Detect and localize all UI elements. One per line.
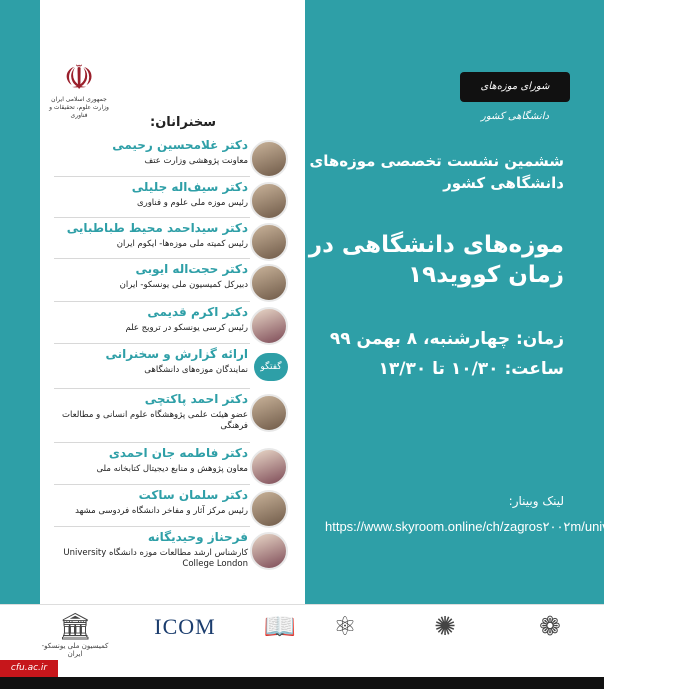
science-museum-logo <box>320 612 370 660</box>
atom-icon: ⚛ <box>333 612 357 642</box>
rosette-logo <box>420 612 470 660</box>
icom-logo <box>140 612 230 660</box>
speaker-name: دکتر فاطمه جان احمدی <box>108 446 248 460</box>
speaker-name: دکتر سلمان ساکت <box>138 488 248 502</box>
divider <box>54 301 250 302</box>
speaker-role: معاون پژوهش و منابع دیجیتال کتابخانه ملی <box>96 464 248 474</box>
divider <box>54 258 250 259</box>
unesco-temple-icon: 🏛 <box>58 612 92 642</box>
speaker-photo <box>250 532 288 570</box>
speaker-name: ارائه گزارش و سخنرانی <box>105 347 248 361</box>
speaker-role: رئیس مرکز آثار و مفاخر دانشگاه فردوسی مشهد <box>75 506 248 516</box>
speaker-photo <box>250 394 288 432</box>
speaker-role: معاونت پژوهشی وزارت عتف <box>144 156 248 166</box>
university-museum-logo <box>520 612 580 660</box>
speaker-name: دکتر سیف‌اله جلیلی <box>131 180 248 194</box>
webinar-link[interactable]: https://www.skyroom.online/ch/zagros۲۰۰۲m/universitymuseums <box>325 519 696 534</box>
speaker-item <box>48 180 292 220</box>
speaker-item <box>48 392 292 432</box>
speaker-photo <box>250 307 288 345</box>
divider <box>54 442 250 443</box>
national-library-logo <box>255 612 305 660</box>
ministry-line1: جمهوری اسلامی ایران <box>51 96 107 103</box>
council-calligraphy-logo: شورای موزه‌های دانشگاهی کشور <box>460 72 570 102</box>
iran-emblem-icon: ☫ <box>63 58 95 98</box>
ministry-line2: وزارت علوم، تحقیقات و فناوری <box>49 104 109 119</box>
site-badge[interactable]: cfu.ac.ir <box>0 660 58 677</box>
speaker-role: رئیس موزه ملی علوم و فناوری <box>136 198 248 208</box>
speaker-photo <box>250 490 288 528</box>
speaker-photo <box>250 140 288 178</box>
event-date: زمان: چهارشنبه، ۸ بهمن ۹۹ <box>329 329 564 349</box>
speaker-photo <box>250 448 288 486</box>
talk-badge: گفتگو <box>254 353 288 381</box>
event-time: ساعت: ۱۰/۳۰ تا ۱۳/۳۰ <box>378 359 564 379</box>
speaker-photo <box>250 182 288 220</box>
unesco-logo <box>40 612 110 660</box>
speaker-role: نمایندگان موزه‌های دانشگاهی <box>144 365 248 375</box>
divider <box>54 217 250 218</box>
speaker-name: دکتر احمد پاکتچی <box>144 392 248 406</box>
speaker-role: رئیس کمیته ملی موزه‌ها- ایکوم ایران <box>116 239 248 249</box>
speaker-role: دبیرکل کمیسیون ملی یونسکو- ایران <box>119 280 248 290</box>
ministry-logo <box>48 60 110 130</box>
divider <box>54 176 250 177</box>
speaker-item <box>48 221 292 261</box>
speaker-name: دکتر اکرم قدیمی <box>147 305 248 319</box>
speaker-item <box>48 305 292 345</box>
webinar-label: لینک وبینار: <box>508 494 564 508</box>
left-accent-stripe <box>0 0 40 604</box>
divider <box>54 484 250 485</box>
event-series: ششمین نشست تخصصی موزه‌های دانشگاهی کشور <box>309 152 564 192</box>
bottom-black-bar <box>0 677 604 689</box>
divider <box>54 343 250 344</box>
speaker-item <box>48 347 292 387</box>
speaker-role: عضو هیئت علمی پژوهشگاه علوم انسانی و مطالعات فرهنگی <box>62 410 248 431</box>
speaker-role: کارشناس ارشد مطالعات موزه دانشگاه University College London <box>63 548 248 569</box>
speaker-item <box>48 488 292 528</box>
rosette-icon: ✺ <box>434 612 456 642</box>
icom-wordmark: ICOM <box>154 614 216 639</box>
divider <box>54 526 250 527</box>
speaker-role: رئیس کرسی یونسکو در ترویج علم <box>125 323 248 333</box>
book-icon: 📖 <box>263 612 297 642</box>
speaker-name: دکتر سیداحمد محیط طباطبایی <box>66 221 248 235</box>
speakers-panel <box>0 0 305 604</box>
unesco-caption: کمیسیون ملی یونسکو- ایران <box>41 642 109 658</box>
speaker-item <box>48 530 292 570</box>
speakers-heading: سخنرانان: <box>150 115 217 130</box>
speaker-item <box>48 262 292 302</box>
speaker-item <box>48 446 292 486</box>
speaker-name: دکتر غلامحسین رحیمی <box>112 138 248 152</box>
speaker-item <box>48 138 292 178</box>
divider <box>54 388 250 389</box>
event-headline: موزه‌های دانشگاهی در زمان کووید۱۹ <box>308 232 564 288</box>
speaker-photo <box>250 264 288 302</box>
speaker-photo <box>250 223 288 261</box>
speaker-name: فرحناز وحیدیگانه <box>147 530 248 544</box>
speaker-name: دکتر حجت‌اله ایوبی <box>135 262 248 276</box>
flower-emblem-icon: ❁ <box>539 612 561 642</box>
